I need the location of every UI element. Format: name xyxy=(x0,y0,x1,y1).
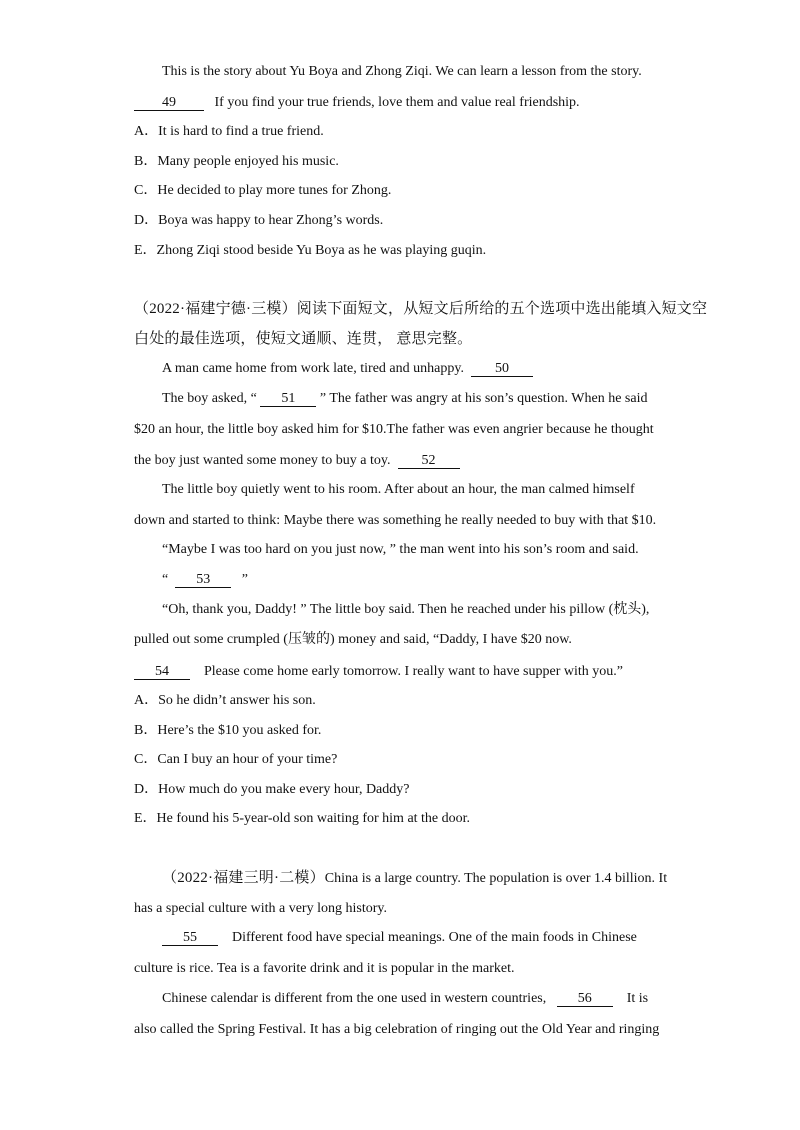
passage3-l5b: It is xyxy=(626,991,649,1006)
passage2-line8 xyxy=(162,571,248,589)
passage2-line2 xyxy=(162,390,648,408)
option-b: B．Many people enjoyed his music. xyxy=(134,154,339,169)
passage3-l1: China is a large country. The population is over 1.4 billion. It xyxy=(324,871,668,886)
passage2-l4a: the boy just wanted some money to buy a toy. xyxy=(134,453,391,468)
passage2-line10: pulled out some crumpled (压皱的) money and said, “Daddy, I have $20 now. xyxy=(134,632,572,647)
option-d: D．Boya was happy to hear Zhong’s words. xyxy=(134,213,384,228)
passage3-line5 xyxy=(162,990,648,1008)
blank-55[interactable]: 55 xyxy=(162,930,218,946)
passage2-line7: “Maybe I was too hard on you just now, ” the man went into his son’s room and said. xyxy=(162,542,639,557)
passage3-l5: Chinese calendar is different from the one used in western countries, xyxy=(162,991,547,1006)
passage2-line6: down and started to think: Maybe there was something he really needed to buy with that $10. xyxy=(134,513,657,528)
option-e: E．He found his 5-year-old son waiting for him at the door. xyxy=(134,811,471,826)
option-d: D．How much do you make every hour, Daddy? xyxy=(134,782,410,797)
blank-49[interactable]: 49 xyxy=(134,95,204,111)
option-c: C．Can I buy an hour of your time? xyxy=(134,752,338,767)
passage2-line1 xyxy=(162,360,533,378)
passage2-source: （2022·福建宁德·三模） xyxy=(134,301,297,317)
blank-50[interactable]: 50 xyxy=(471,361,533,377)
passage2-instruction-line2: 白处的最佳选项，使短文通顺、连贯， 意思完整。 xyxy=(134,331,473,347)
passage2-instruction-1: 阅读下面短文，从短文后所给的五个选项中选出能填入短文空 xyxy=(296,301,708,317)
passage1-line-49 xyxy=(134,94,580,112)
passage3-source: （2022·福建三明·二模） xyxy=(162,870,325,886)
option-b: B．Here’s the $10 you asked for. xyxy=(134,723,322,738)
passage2-l8a: “ xyxy=(162,572,169,587)
blank-51[interactable]: 51 xyxy=(260,391,316,407)
passage2-line4 xyxy=(134,452,460,470)
passage1-after-49: If you find your true friends, love them and value real friendship. xyxy=(214,95,580,110)
passage2-l2a: The boy asked, “ xyxy=(162,391,257,406)
passage2-instruction-line1 xyxy=(134,300,707,318)
passage2-line3: $20 an hour, the little boy asked him for $10.The father was even angrier because he thought xyxy=(134,422,654,437)
passage3-line6: also called the Spring Festival. It has a big celebration of ringing out the Old Year and ringing xyxy=(134,1022,660,1037)
passage3-line4: culture is rice. Tea is a favorite drink and it is popular in the market. xyxy=(134,961,515,976)
passage2-line9: “Oh, thank you, Daddy! ” The little boy said. Then he reached under his pillow (枕头), xyxy=(162,602,650,617)
blank-52[interactable]: 52 xyxy=(398,453,460,469)
blank-54[interactable]: 54 xyxy=(134,664,190,680)
passage2-l8b: ” xyxy=(241,572,248,587)
passage2-l2b: ” The father was angry at his son’s question. When he said xyxy=(319,391,648,406)
blank-56[interactable]: 56 xyxy=(557,991,613,1007)
blank-53[interactable]: 53 xyxy=(175,572,231,588)
passage2-l11: Please come home early tomorrow. I really want to have supper with you.” xyxy=(204,664,623,679)
option-a: A．It is hard to find a true friend. xyxy=(134,124,324,139)
passage3-line2: has a special culture with a very long history. xyxy=(134,901,387,916)
passage2-line11 xyxy=(134,663,623,681)
option-c: C．He decided to play more tunes for Zhong. xyxy=(134,183,392,198)
option-e: E．Zhong Ziqi stood beside Yu Boya as he was playing guqin. xyxy=(134,243,487,258)
passage3-line1 xyxy=(162,869,667,888)
passage2-line5: The little boy quietly went to his room. After about an hour, the man calmed himself xyxy=(162,482,635,497)
passage2-l1-text: A man came home from work late, tired and unhappy. xyxy=(162,361,464,376)
passage3-l3: Different food have special meanings. One of the main foods in Chinese xyxy=(232,930,637,945)
passage3-line3 xyxy=(162,929,637,947)
option-a: A．So he didn’t answer his son. xyxy=(134,693,316,708)
passage1-conclusion: This is the story about Yu Boya and Zhong Ziqi. We can learn a lesson from the story. xyxy=(162,64,642,79)
